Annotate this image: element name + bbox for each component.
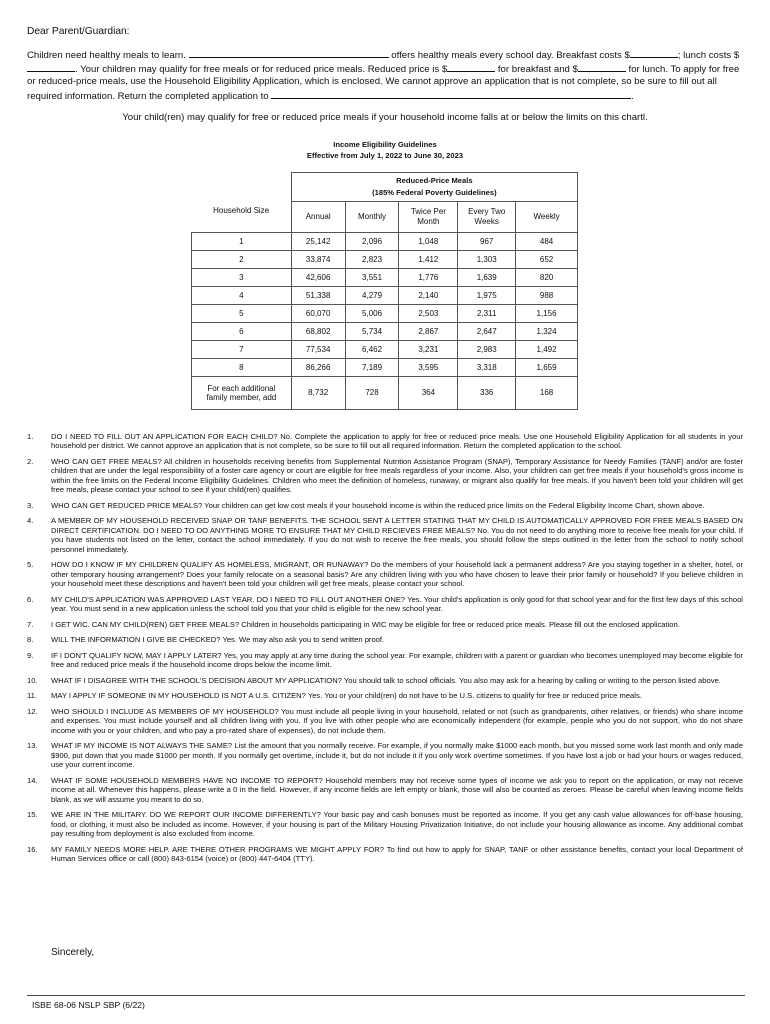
reduced-lunch-blank xyxy=(578,62,626,72)
faq-text: WE ARE IN THE MILITARY. DO WE REPORT OUR INCOME DIFFERENTLY? Your basic pay and cash bonuses must be reported as income. If you get any cash value allowances for off-base housing, food, or clothing, it must also be included as income. However, if your housing is part of the Military Housing Privatization Initiative, do not include your housing allowance as income. Any additional combat pay resulting from deployment is also excluded from income. xyxy=(51,810,743,839)
table-row xyxy=(192,251,578,269)
intro-text-7: . xyxy=(631,90,634,102)
table-row xyxy=(192,305,578,323)
table-row xyxy=(192,233,578,251)
income-cell: 1,776 xyxy=(399,269,458,287)
faq-text: I GET WIC. CAN MY CHILD(REN) GET FREE MEALS? Children in households participating in WIC may be eligible for free or reduced price meals. Please fill out the enclosed application. xyxy=(51,619,680,629)
income-cell: 2,823 xyxy=(345,251,399,269)
income-cell: 820 xyxy=(516,269,578,287)
faq-number: 9. xyxy=(27,650,34,660)
faq-item xyxy=(27,691,745,700)
income-cell: 2,503 xyxy=(399,305,458,323)
faq-item xyxy=(27,432,745,451)
income-cell: 1,492 xyxy=(516,341,578,359)
income-cell: 4,279 xyxy=(345,287,399,305)
income-cell: 988 xyxy=(516,287,578,305)
income-cell: 2,140 xyxy=(399,287,458,305)
closing: Sincerely, xyxy=(51,947,95,958)
income-cell: 33,874 xyxy=(291,251,345,269)
greeting: Dear Parent/Guardian: xyxy=(27,26,130,37)
table-row xyxy=(192,287,578,305)
column-header: Weekly xyxy=(516,202,578,233)
income-cell: 3,318 xyxy=(458,359,516,377)
intro-text-1: Children need healthy meals to learn. xyxy=(27,50,186,61)
column-header: Household Size xyxy=(213,205,270,215)
intro-text-2: offers healthy meals every school day. Breakfast costs $ xyxy=(391,50,630,61)
household-size-cell: 2 xyxy=(192,251,292,269)
faq-item xyxy=(27,595,745,614)
faq-text: IF I DON'T QUALIFY NOW, MAY I APPLY LATER? Yes, you may apply at any time during the school year. For example, children with a parent or guardian who becomes unemployed may become eligible for free and reduced price meals if the household income drops below the income limit. xyxy=(51,650,743,670)
column-header: Twice Per Month xyxy=(399,202,458,233)
income-cell: 728 xyxy=(345,377,399,410)
faq-item xyxy=(27,620,745,629)
income-cell: 484 xyxy=(516,233,578,251)
income-cell: 364 xyxy=(399,377,458,410)
income-cell: 1,303 xyxy=(458,251,516,269)
table-row xyxy=(192,341,578,359)
table-row xyxy=(192,323,578,341)
faq-number: 6. xyxy=(27,594,34,604)
faq-number: 5. xyxy=(27,560,34,570)
income-cell: 1,412 xyxy=(399,251,458,269)
household-size-cell: 7 xyxy=(192,341,292,359)
group-header xyxy=(291,173,577,202)
faq-text: A MEMBER OF MY HOUSEHOLD RECEIVED SNAP OR TANF BENEFITS. THE SCHOOL SENT A LETTER STATING THAT MY CHILD IS AUTOMATICALLY APPROVED FOR FREE MEALS BASED ON DIRECT CERTIFICATION. DO I NEED TO DO ANYTHING MORE TO ENSURE THAT MY CHILD RECIEVES FREE MEALS? No. You do not need to do anything more to receive free meals for your child. If you have students not listed on the letter, contact the school immediately. If you do not wish to receive the free meals, you should follow the steps outlined in the letter from the school to notify school personnel immediately. xyxy=(51,516,743,554)
faq-item xyxy=(27,810,745,838)
faq-item xyxy=(27,776,745,804)
form-id: ISBE 68-06 NSLP SBP (6/22) xyxy=(32,1000,145,1010)
income-cell: 3,551 xyxy=(345,269,399,287)
income-cell: 2,096 xyxy=(345,233,399,251)
faq-number: 1. xyxy=(27,432,34,441)
income-cell: 68,802 xyxy=(291,323,345,341)
faq-number: 14. xyxy=(27,775,38,785)
table-body xyxy=(192,202,578,410)
table-row xyxy=(192,269,578,287)
income-cell: 967 xyxy=(458,233,516,251)
column-header: Every Two Weeks xyxy=(458,202,516,233)
faq-text: WILL THE INFORMATION I GIVE BE CHECKED? Yes. We may also ask you to send written proof. xyxy=(51,635,385,645)
intro-text-3: ; lunch costs $ xyxy=(677,50,740,61)
household-size-cell: 1 xyxy=(192,233,292,251)
income-cell: 1,156 xyxy=(516,305,578,323)
faq-item xyxy=(27,845,745,864)
income-cell: 1,324 xyxy=(516,323,578,341)
income-cell: 2,647 xyxy=(458,323,516,341)
income-cell: 1,048 xyxy=(399,233,458,251)
reduced-breakfast-blank xyxy=(447,62,495,72)
faq-number: 13. xyxy=(27,741,38,751)
return-to-blank xyxy=(271,89,631,99)
column-header: Annual xyxy=(291,202,345,233)
income-eligibility-table xyxy=(191,172,578,410)
faq-number: 12. xyxy=(27,707,38,716)
household-size-cell: 4 xyxy=(192,287,292,305)
breakfast-cost-blank xyxy=(630,48,678,58)
income-cell: 2,867 xyxy=(399,323,458,341)
lunch-cost-blank xyxy=(27,62,75,72)
faq-item xyxy=(27,635,745,644)
faq-number: 11. xyxy=(27,691,37,701)
faq-number: 10. xyxy=(27,675,38,685)
household-size-cell: For each additional family member, add xyxy=(192,377,292,410)
income-cell: 1,639 xyxy=(458,269,516,287)
income-cell: 2,311 xyxy=(458,305,516,323)
faq-number: 8. xyxy=(27,635,34,645)
faq-number: 16. xyxy=(27,844,38,854)
faq-text: MY FAMILY NEEDS MORE HELP. ARE THERE OTHER PROGRAMS WE MIGHT APPLY FOR? To find out how to apply for SNAP, TANF or other assistance benefits, contact your local Department of Human Services office or call (800) 843-6154 (voice) or (800) 447-6404 (TTY). xyxy=(51,844,743,864)
income-cell: 51,338 xyxy=(291,287,345,305)
income-cell: 5,734 xyxy=(345,323,399,341)
faq-text: WHO SHOULD I INCLUDE AS MEMBERS OF MY HOUSEHOLD? You must include all people living in your household, related or not (such as grandparents, other relatives, or friends) who share income and expenses. You must include yourself and all children living with you. If you live with other people who are economically independent (for example, people who you do not support, who do not share income with you or your children, and who pay a pro-rated share of expenses), do not include them. xyxy=(51,707,743,735)
faq-number: 2. xyxy=(27,457,34,466)
faq-text: DO I NEED TO FILL OUT AN APPLICATION FOR EACH CHILD? No. Complete the application to apply for free or reduced price meals. Use one Household Eligibility Application for all students in your household per district. We cannot approve an application that is not complete, so be sure to fill out all required information. Return the completed application to the school. xyxy=(51,432,743,451)
faq-text: WHAT IF SOME HOUSEHOLD MEMBERS HAVE NO INCOME TO REPORT? Household members may not receive some types of income we ask you to report on the application, or may not receive income at all. Whenever this happens, please write a 0 in the field. However, if any income fields are left empty or blank, those will also be counted as zeroes. Please be careful when leaving income fields blank, as we will assume you meant to do so. xyxy=(51,775,743,804)
income-cell: 42,606 xyxy=(291,269,345,287)
household-size-cell: 8 xyxy=(192,359,292,377)
income-cell: 86,266 xyxy=(291,359,345,377)
faq-text: MAY I APPLY IF SOMEONE IN MY HOUSEHOLD IS NOT A U.S. CITIZEN? Yes. You or your child(ren) do not have to be U.S. citizens to qualify for free or reduced price meals. xyxy=(51,691,642,701)
income-cell: 5,006 xyxy=(345,305,399,323)
income-cell: 652 xyxy=(516,251,578,269)
table-row xyxy=(192,377,578,410)
income-cell: 1,975 xyxy=(458,287,516,305)
income-cell: 2,983 xyxy=(458,341,516,359)
intro-text-5: for breakfast and $ xyxy=(497,64,578,76)
income-cell: 7,189 xyxy=(345,359,399,377)
faq-number: 4. xyxy=(27,516,34,526)
table-title: Income Eligibility Guidelines xyxy=(333,140,437,149)
qualify-note: Your child(ren) may qualify for free or reduced price meals if your household income falls at or below the limits on this chartl. xyxy=(122,112,648,123)
faq-text: HOW DO I KNOW IF MY CHILDREN QUALIFY AS HOMELESS, MIGRANT, OR RUNAWAY? Do the members of your household lack a permanent address? Are you staying together in a shelter, hotel, or other temporary housing arrangement? Does your family relocate on a seasonal basis? Are any children living with you who have chosen to leave their prior family or household? If you believe children in your household meet these descriptions and haven't been told your children will get free meals, please contact your school. xyxy=(51,560,743,589)
faq-item xyxy=(27,560,745,588)
faq-item xyxy=(27,516,745,554)
faq-text: MY CHILD'S APPLICATION WAS APPROVED LAST YEAR. DO I NEED TO FILL OUT ANOTHER ONE? Yes. Your child's application is only good for that school year and for the first few days of this school year. You must send in a new application unless the school told you that your child is eligible for the new school year. xyxy=(51,594,743,614)
intro-paragraph xyxy=(27,48,745,103)
faq-item xyxy=(27,651,745,670)
faq-number: 15. xyxy=(27,810,38,820)
household-size-cell: 6 xyxy=(192,323,292,341)
income-cell: 3,595 xyxy=(399,359,458,377)
faq-item xyxy=(27,676,745,685)
income-cell: 6,462 xyxy=(345,341,399,359)
group-header-line-2: (185% Federal Poverty Guidelines) xyxy=(372,188,497,197)
faq-item xyxy=(27,501,745,510)
group-header-line-1: Reduced-Price Meals xyxy=(396,176,473,185)
income-cell: 25,142 xyxy=(291,233,345,251)
faq-list xyxy=(27,432,745,870)
intro-text-4: . Your children may qualify for free meals or for reduced price meals. Reduced price is $ xyxy=(75,64,448,76)
income-cell: 1,659 xyxy=(516,359,578,377)
household-size-cell: 3 xyxy=(192,269,292,287)
faq-item xyxy=(27,457,745,495)
intro-text-6: for lunch. To apply for free or reduced-price meals, use the Household Eligibility Application, which is enclosed. We cannot approve an application that is not complete, so be sure to fill out all required information. Return the completed application to xyxy=(27,64,740,102)
income-cell: 3,231 xyxy=(399,341,458,359)
income-cell: 336 xyxy=(458,377,516,410)
district-name-blank xyxy=(189,48,389,58)
faq-text: WHAT IF MY INCOME IS NOT ALWAYS THE SAME? List the amount that you normally receive. For example, if you normally make $1000 each month, but you missed some work last month and only made $900, put down that you made $1000 per month. If you normally get overtime, include it, but do not include it if you only work overtime sometimes. If you have lost a job or had your hours or wages reduced, use your current income. xyxy=(51,741,743,770)
footer-rule xyxy=(27,995,745,996)
faq-text: WHO CAN GET FREE MEALS? All children in households receiving benefits from Supplemental Nutrition Assistance Program (SNAP), Temporary Assistance for Needy Families (TANF) and/or are foster children that are under the legal responsibility of a foster care agency or court are eligible for free meals regardless of your income. Also, your children can get free meals if your household's gross income is within the free limits on the Federal Income Eligibility Guidelines. Children who meet the definition of homeless, runaway, or migrant also qualify for free meals. If you haven't been told your children will get free meals, please contact your school to see if your child(ren) qualifies. xyxy=(51,457,743,495)
faq-item xyxy=(27,741,745,769)
faq-text: WHO CAN GET REDUCED PRICE MEALS? Your children can get low cost meals if your household income is within the reduced price limits on the Federal Eligibility Income Chart, shown above. xyxy=(51,500,705,510)
table-subtitle: Effective from July 1, 2022 to June 30, 2023 xyxy=(306,151,464,160)
faq-item xyxy=(27,707,745,735)
income-cell: 60,070 xyxy=(291,305,345,323)
income-cell: 8,732 xyxy=(291,377,345,410)
income-cell: 77,534 xyxy=(291,341,345,359)
faq-number: 7. xyxy=(27,619,34,629)
household-size-cell: 5 xyxy=(192,305,292,323)
faq-number: 3. xyxy=(27,500,34,510)
faq-text: WHAT IF I DISAGREE WITH THE SCHOOL'S DECISION ABOUT MY APPLICATION? You should talk to school officials. You also may ask for a hearing by calling or writing to the person listed above. xyxy=(51,675,721,685)
column-header: Monthly xyxy=(345,202,399,233)
income-cell: 168 xyxy=(516,377,578,410)
table-row xyxy=(192,359,578,377)
